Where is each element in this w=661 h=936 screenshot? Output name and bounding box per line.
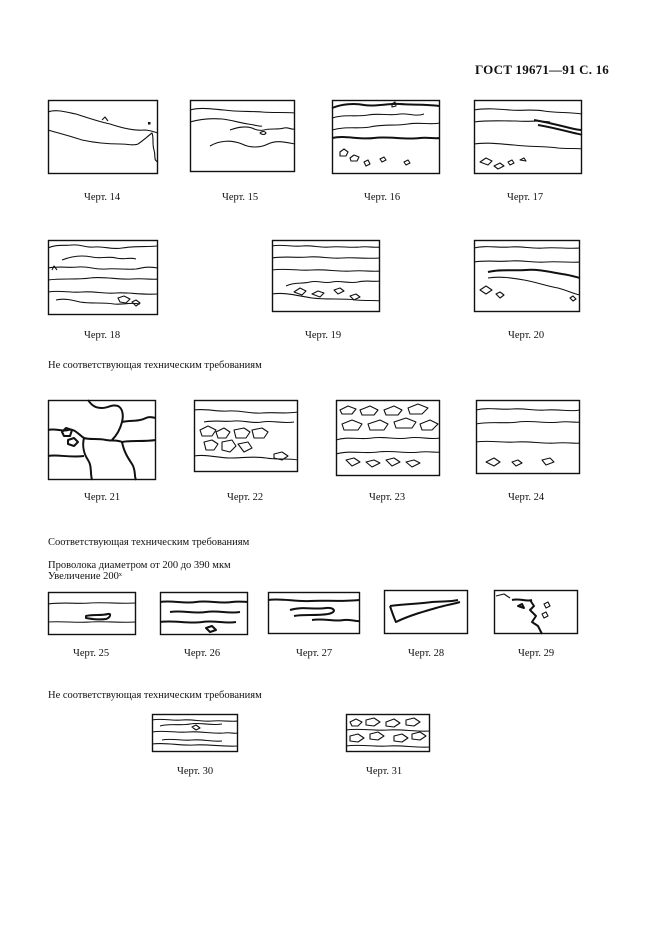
micrograph-figure-23 (336, 400, 440, 476)
micrograph-figure-14 (48, 100, 158, 174)
figure-caption-25: Черт. 25 (73, 648, 110, 659)
micrograph-figure-24 (476, 400, 580, 474)
figure-caption-17: Черт. 17 (507, 192, 544, 203)
figure-caption-18: Черт. 18 (84, 330, 121, 341)
document-header: ГОСТ 19671—91 С. 16 (475, 62, 609, 77)
micrograph-figure-29 (494, 590, 578, 634)
micrograph-figure-28 (384, 590, 468, 634)
magnification-note: Увеличение 200ˣ (48, 571, 122, 582)
figure-caption-23: Черт. 23 (369, 492, 406, 503)
micrograph-figure-26 (160, 592, 248, 635)
micrograph-figure-17 (474, 100, 582, 174)
micrograph-figure-22 (194, 400, 298, 472)
micrograph-figure-21 (48, 400, 156, 480)
micrograph-figure-19 (272, 240, 380, 312)
figure-caption-20: Черт. 20 (508, 330, 545, 341)
micrograph-figure-31 (346, 714, 430, 752)
micrograph-figure-18 (48, 240, 158, 315)
figure-caption-22: Черт. 22 (227, 492, 264, 503)
figure-caption-29: Черт. 29 (518, 648, 555, 659)
figure-caption-21: Черт. 21 (84, 492, 121, 503)
figure-caption-26: Черт. 26 (184, 648, 221, 659)
figure-caption-24: Черт. 24 (508, 492, 545, 503)
section-label-nonconforming-2: Не соответствующая техническим требованиям (48, 690, 262, 701)
figure-caption-16: Черт. 16 (364, 192, 401, 203)
micrograph-figure-15 (190, 100, 295, 172)
section-label-nonconforming: Не соответствующая техническим требованиям (48, 360, 262, 371)
figure-caption-27: Черт. 27 (296, 648, 333, 659)
figure-caption-14: Черт. 14 (84, 192, 121, 203)
figure-caption-30: Черт. 30 (177, 766, 214, 777)
figure-caption-28: Черт. 28 (408, 648, 445, 659)
micrograph-figure-27 (268, 592, 360, 634)
micrograph-figure-25 (48, 592, 136, 635)
figure-caption-31: Черт. 31 (366, 766, 403, 777)
micrograph-figure-30 (152, 714, 238, 752)
figure-caption-19: Черт. 19 (305, 330, 342, 341)
figure-caption-15: Черт. 15 (222, 192, 259, 203)
micrograph-figure-20 (474, 240, 580, 312)
micrograph-figure-16 (332, 100, 440, 174)
wire-diameter-note: Проволока диаметром от 200 до 390 мкм (48, 560, 231, 571)
section-label-conforming: Соответствующая техническим требованиям (48, 537, 250, 548)
